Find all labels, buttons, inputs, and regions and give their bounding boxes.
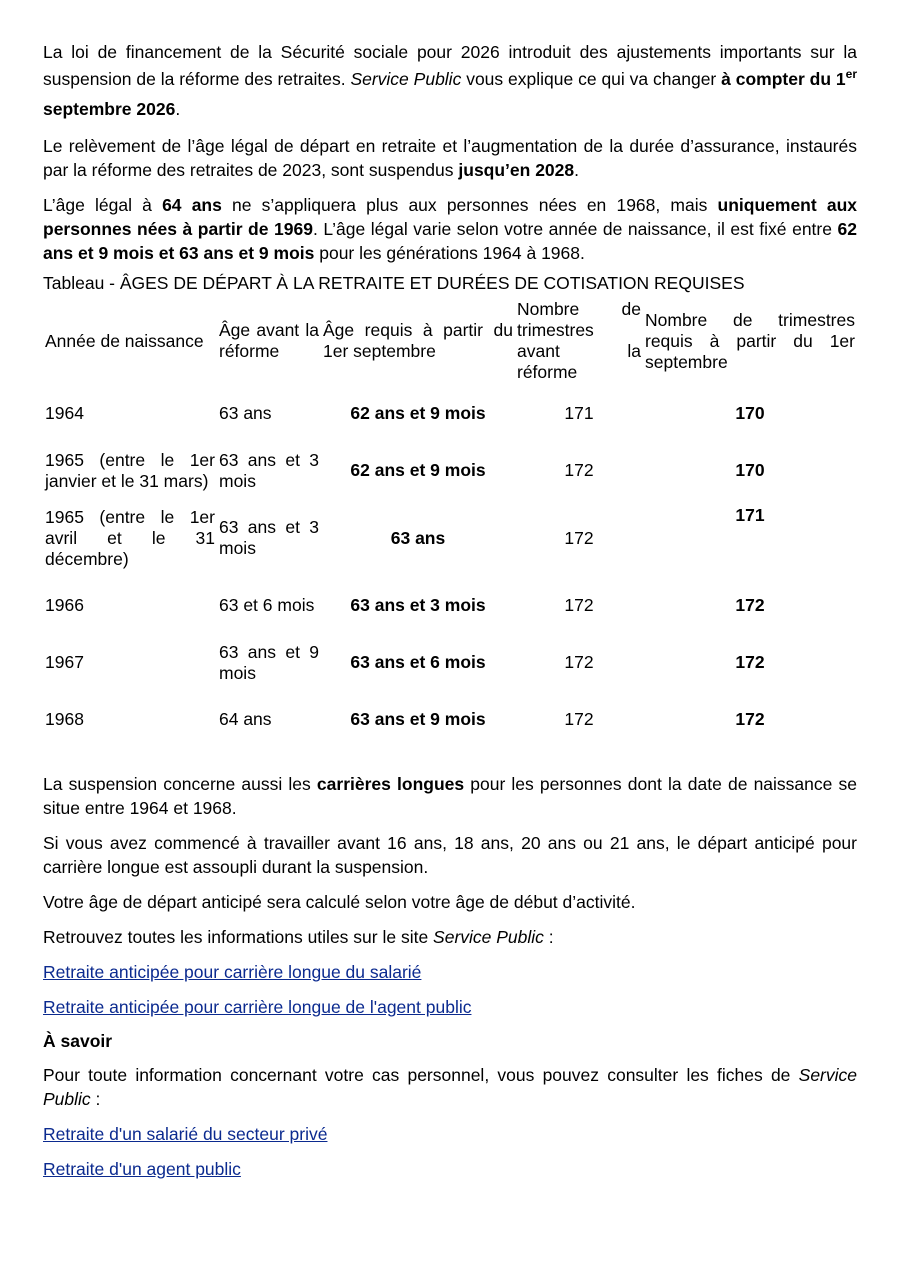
info-paragraph (43, 925, 857, 949)
text-segment: La suspension concerne aussi les (43, 774, 317, 794)
retirement-table (43, 297, 857, 748)
table-row (43, 691, 857, 748)
cell-quarters-required: 172 (735, 709, 765, 729)
text-segment: . (175, 99, 181, 119)
link-private-employee-retirement[interactable]: Retraite d'un salarié du secteur privé (43, 1124, 328, 1144)
cell-age-before: 64 ans (219, 709, 272, 729)
intro-paragraph-3 (43, 193, 857, 265)
cell-quarters-required: 170 (735, 460, 765, 480)
document-page (43, 40, 857, 1181)
header-quarters-before: Nombre de trimestres avant la réforme (517, 299, 641, 382)
intro-paragraph-2 (43, 134, 857, 182)
cell-quarters-before: 172 (564, 595, 594, 615)
text-segment: : (543, 927, 554, 947)
early-work-paragraph: Si vous avez commencé à travailler avant 16 ans, 18 ans, 20 ans ou 21 ans, le départ anticipé pour carrière longue est assoupli durant la suspension. (43, 833, 857, 877)
table-caption: Tableau - ÂGES DE DÉPART À LA RETRAITE ET DURÉES DE COTISATION REQUISES (43, 273, 745, 293)
text-segment: pour les personnes dont la date de naissance se situe entre 1964 et 1968. (43, 774, 857, 818)
table-header-row (43, 297, 857, 385)
long-career-paragraph (43, 772, 857, 820)
age-range-emphasis: 62 ans et 9 mois et 63 ans et 9 mois (43, 219, 857, 263)
header-quarters-required: Nombre de trimestres requis à partir du 1er septembre (645, 309, 855, 372)
cell-birth-year: 1966 (45, 595, 84, 615)
cell-age-before: 63 ans et 9 mois (219, 641, 319, 683)
cell-quarters-before: 172 (564, 652, 594, 672)
cell-age-required: 62 ans et 9 mois (350, 403, 486, 423)
table-row (43, 499, 857, 577)
text-segment: ne s’appliquera plus aux personnes nées en 1968, mais (221, 195, 718, 215)
a-savoir-heading: À savoir (43, 1031, 113, 1051)
cell-age-required: 63 ans et 9 mois (350, 709, 486, 729)
cell-quarters-required: 172 (735, 652, 765, 672)
cell-birth-year: 1965 (entre le 1er avril et le 31 décembre) (45, 506, 215, 569)
table-row (43, 634, 857, 691)
cell-quarters-before: 172 (564, 527, 594, 548)
ordinal-superscript: er (845, 67, 857, 81)
date-emphasis: à compter du 1 (721, 69, 846, 89)
cell-age-before: 63 ans (219, 403, 272, 423)
date-emphasis-end: septembre 2026 (43, 99, 176, 119)
generation-emphasis: uniquement aux personnes nées à partir de 1969 (43, 195, 858, 239)
intro-paragraph-1 (43, 40, 857, 124)
table-row (43, 385, 857, 442)
suspension-date-emphasis: jusqu’en 2028 (458, 160, 575, 180)
early-age-paragraph: Votre âge de départ anticipé sera calculé selon votre âge de début d’activité. (43, 892, 636, 912)
cell-birth-year: 1964 (45, 403, 84, 423)
table-row (43, 577, 857, 634)
cell-age-required: 63 ans (390, 527, 446, 548)
link-long-career-employee[interactable]: Retraite anticipée pour carrière longue du salarié (43, 962, 422, 982)
cell-birth-year: 1965 (entre le 1er janvier et le 31 mars) (45, 449, 215, 491)
text-segment: L’âge légal à (43, 195, 163, 215)
cell-quarters-before: 171 (564, 403, 594, 423)
service-public-emphasis: Service Public (350, 69, 462, 89)
text-segment: Pour toute information concernant votre cas personnel, vous pouvez consulter les fiches de (43, 1065, 799, 1085)
cell-quarters-before: 172 (564, 709, 594, 729)
text-segment: pour les générations 1964 à 1968. (314, 243, 585, 263)
header-age-before: Âge avant la réforme (219, 320, 319, 361)
cell-quarters-before: 172 (564, 460, 594, 480)
cell-age-required: 63 ans et 3 mois (350, 595, 486, 615)
text-segment: : (90, 1089, 101, 1109)
cell-age-before: 63 et 6 mois (219, 595, 315, 615)
legal-age-emphasis: 64 ans (162, 195, 222, 215)
header-age-required: Âge requis à partir du 1er septembre (323, 320, 513, 361)
header-birth-year: Année de naissance (45, 330, 204, 351)
cell-age-before: 63 ans et 3 mois (219, 517, 319, 558)
text-segment: Retrouvez toutes les informations utiles sur le site (43, 927, 434, 947)
link-long-career-public-agent[interactable]: Retraite anticipée pour carrière longue de l'agent public (43, 997, 472, 1017)
service-public-emphasis: Service Public (433, 927, 544, 947)
link-public-agent-retirement[interactable]: Retraite d'un agent public (43, 1159, 241, 1179)
long-career-emphasis: carrières longues (316, 774, 465, 794)
service-public-emphasis: Service Public (43, 1065, 857, 1109)
table-row (43, 442, 857, 499)
cell-age-required: 63 ans et 6 mois (350, 652, 486, 672)
text-segment: . (574, 160, 580, 180)
text-segment: . L’âge légal varie selon votre année de naissance, il est fixé entre (312, 219, 838, 239)
text-segment: vous explique ce qui va changer (461, 69, 722, 89)
cell-quarters-required: 170 (735, 403, 765, 423)
text-segment: Le relèvement de l’âge légal de départ en retraite et l’augmentation de la durée d’assurance, instaurés par la réforme des retraites de 2023, sont suspendus (43, 136, 857, 180)
personal-case-paragraph (43, 1063, 857, 1111)
text-segment: La loi de financement de la Sécurité sociale pour 2026 introduit des ajustements importants sur la suspension de la réforme des retraites. (43, 42, 857, 89)
cell-birth-year: 1967 (45, 652, 84, 672)
cell-age-before: 63 ans et 3 mois (219, 449, 319, 491)
cell-age-required: 62 ans et 9 mois (350, 460, 486, 480)
cell-quarters-required: 171 (735, 505, 765, 525)
cell-quarters-required: 172 (735, 595, 765, 615)
cell-birth-year: 1968 (45, 709, 84, 729)
